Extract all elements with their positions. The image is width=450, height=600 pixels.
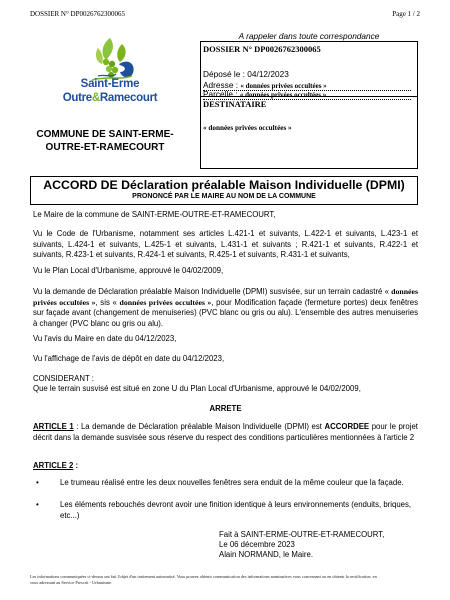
vu-code-paragraph: Vu le Code de l'Urbanisme, notamment ses articles L.421-1 et suivants, L.422-1 et suivants, L.423-1 et suivants, L.424-1 et suivants, L.425-1 et suivants, L.431-1 et suivants ; R.421-1 et suivants, R.422-1 et suivants, R.423-1 et suivants, R.424-1 et suivants, R.425-1 et suivants, R.431-1 et suivants, xyxy=(33,229,418,259)
vu-demande-redacted2: données privées occultées » xyxy=(119,297,212,307)
article1-label: ARTICLE 1 xyxy=(33,422,74,431)
vu-demande-redacted1: données privées occultées » xyxy=(33,287,418,307)
signature-name: Alain NORMAND, le Maire. xyxy=(219,550,314,559)
destinataire-title: DESTINATAIRE xyxy=(203,99,267,109)
commune-name-line1: COMMUNE DE SAINT-ERME- xyxy=(36,129,174,140)
vu-affichage-paragraph: Vu l'affichage de l'avis de dépôt en date du 04/12/2023, xyxy=(33,354,225,363)
footer-notice xyxy=(30,574,420,585)
depose-line xyxy=(203,69,289,79)
commune-logo xyxy=(62,34,158,116)
article1-text-a: : La demande de Déclaration préalable Maison Individuelle (DPMI) est xyxy=(73,422,325,431)
vu-demande-paragraph xyxy=(33,287,418,329)
article2-label: ARTICLE 2 xyxy=(33,461,74,470)
article1-text-b: pour le projet décrit dans la demande susvisée sous réserve du respect des conditions particulières mentionnées à l'article 2 xyxy=(33,422,418,442)
parcelle-label: Parcelle : xyxy=(203,89,240,99)
adresse-label: Adresse : xyxy=(203,80,241,90)
logo-text-line1: Saint-Erme xyxy=(80,78,140,90)
document-title: ACCORD DE Déclaration préalable Maison Individuelle (DPMI) xyxy=(43,178,405,192)
arrete-heading: ARRETE xyxy=(209,404,242,413)
article2-bullet-1: Le trumeau réalisé entre les deux nouvelles fenêtres sera enduit de la même couleur que la façade. xyxy=(60,478,404,487)
destinataire-value: « données privées occultées » xyxy=(203,124,292,132)
signature-place: Fait à SAINT-ERME-OUTRE-ET-RAMECOURT, xyxy=(219,530,385,539)
logo-text-line2 xyxy=(62,92,158,104)
vu-demande-part2: , sis « xyxy=(95,297,120,307)
correspondence-note: A rappeler dans toute correspondance xyxy=(238,31,380,41)
footer-line1: Les informations communiquées ci-dessus ont fait l'objet d'un traitement automatisé. Vous pouvez obtenir communication des informations nominatives vous concernant ou en obtenir la rectification, en xyxy=(30,574,377,579)
vu-plu-paragraph: Vu le Plan Local d'Urbanisme, approuvé le 04/02/2009, xyxy=(33,266,224,275)
header-page-number: Page 1 / 2 xyxy=(392,10,420,18)
article2-heading xyxy=(33,461,418,472)
logo-text-ramecourt: Ramecourt xyxy=(99,92,158,104)
article2-colon: : xyxy=(73,461,79,470)
footer-line2: vous adressant au Service Prescrit - Urbanisme. xyxy=(30,579,112,585)
article2-bullet-2: Les éléments rebouchés devront avoir une finition identique à leurs environnements (enduits, briques, etc...) xyxy=(60,500,412,520)
article1-accordee: ACCORDEE xyxy=(324,422,370,431)
document-subtitle: PRONONCÉ PAR LE MAIRE AU NOM DE LA COMMUNE xyxy=(132,193,316,200)
bullet-icon: • xyxy=(36,478,39,487)
header-dossier-ref: DOSSIER N° DP0026762300065 xyxy=(30,10,125,18)
vu-demande-part1: Vu la demande de Déclaration préalable Maison Individuelle (DPMI) susvisée, sur un terrain cadastré « xyxy=(33,287,392,296)
signature-date: Le 06 décembre 2023 xyxy=(219,540,295,549)
depose-label: Déposé le : xyxy=(203,69,248,79)
depose-value: 04/12/2023 xyxy=(247,69,289,79)
commune-name-line2: OUTRE-ET-RAMECOURT xyxy=(45,142,165,153)
vu-avis-paragraph: Vu l'avis du Maire en date du 04/12/2023, xyxy=(33,334,177,343)
adresse-value: « données privées occultées » xyxy=(240,82,327,90)
bullet-icon: • xyxy=(36,500,39,509)
logo-text-outre: Outre xyxy=(62,92,92,104)
commune-name xyxy=(30,128,180,154)
considerant-label: CONSIDERANT : xyxy=(33,374,94,383)
logo-text-ampersand: & xyxy=(91,92,100,104)
article1-paragraph xyxy=(33,422,418,443)
intro-paragraph: Le Maire de la commune de SAINT-ERME-OUTRE-ET-RAMECOURT, xyxy=(33,210,276,219)
vu-demande-part3: , pour Modification façade (fermeture portes) deux fenêtres sur façade avant (changement de menuiseries) (PVC blanc ou gris ou alu). L'ensemble des autres menuiseries à changer (PVC blanc ou gris ou alu). xyxy=(33,297,418,328)
dossier-box-title: DOSSIER N° DP0026762300065 xyxy=(203,44,321,54)
parcelle-value: « données privées occultées » xyxy=(239,91,327,99)
considerant-text: Que le terrain susvisé est situé en zone U du Plan Local d'Urbanisme, approuvé le 04/02/2009, xyxy=(33,384,361,393)
